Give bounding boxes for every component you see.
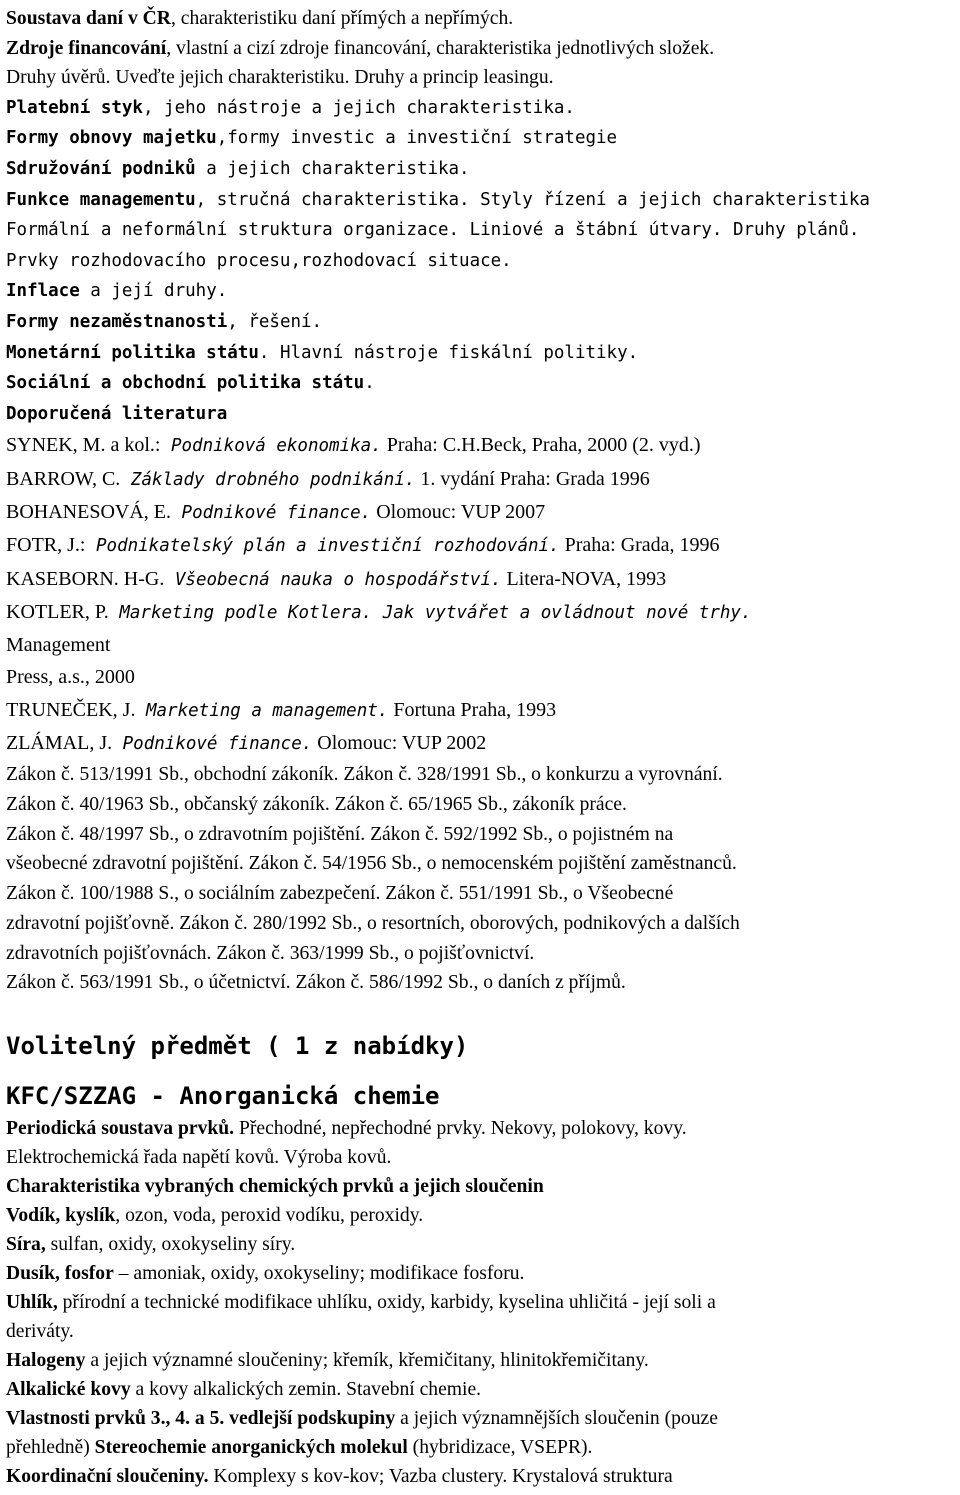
chemistry-line-segment: Stereochemie anorganických molekul	[94, 1436, 408, 1458]
chemistry-line	[6, 1317, 960, 1346]
chemistry-line-segment: a kovy alkalických zemin. Stavební chemie.	[130, 1378, 482, 1400]
reference-line-segment: Fortuna Praha, 1993	[388, 698, 557, 721]
reference-line-segment: Všeobecná nauka o hospodářství.	[164, 569, 502, 590]
reference-line	[6, 463, 960, 496]
chemistry-line	[6, 1462, 960, 1491]
topic-line-segment: Zdroje financování	[6, 37, 167, 59]
chemistry-line	[6, 1143, 960, 1172]
topic-line	[6, 123, 960, 154]
topic-line-segment: Formy nezaměstnanosti	[6, 311, 228, 332]
chemistry-line-segment: Vodík, kyslík	[6, 1204, 116, 1226]
reference-line-segment: Základy drobného podnikání.	[120, 469, 416, 490]
topic-line-segment: Liniové a štábní útvary. Druhy plánů.	[459, 220, 860, 241]
law-line	[6, 879, 960, 909]
reference-line	[6, 529, 960, 562]
chemistry-line-segment: Dusík, fosfor	[6, 1262, 114, 1284]
law-line	[6, 909, 960, 939]
law-line-segment: Zákon č. 40/1963 Sb., občanský zákoník. Zákon č. 65/1965 Sb., zákoník práce.	[6, 793, 627, 815]
topic-line-segment: Formy obnovy majetku	[6, 128, 217, 149]
chemistry-line-segment: Uhlík,	[6, 1291, 58, 1313]
topic-line-segment: Sociální a obchodní politika státu	[6, 373, 365, 394]
chemistry-line	[6, 1288, 960, 1317]
topic-line	[6, 368, 960, 399]
topic-line-segment: Sdružování podniků	[6, 158, 196, 179]
topic-line	[6, 399, 960, 430]
topic-line-segment: Prvky rozhodovacího procesu,rozhodovací situace.	[6, 250, 512, 271]
topic-line-segment: , charakteristiku daní přímých a nepřímých.	[170, 8, 514, 29]
law-line	[6, 939, 960, 969]
topic-line-segment: , řešení.	[227, 311, 323, 332]
reference-line-segment: KOTLER, P.	[6, 600, 109, 623]
topic-line	[6, 307, 960, 338]
reference-line	[6, 496, 960, 529]
reference-line	[6, 661, 960, 693]
reference-line-segment: Praha: C.H.Beck, Praha, 2000 (2. vyd.)	[381, 434, 701, 457]
topic-line-segment: ,formy investic a investiční strategie	[216, 128, 618, 149]
topic-line-segment: , stručná charakteristika.	[195, 189, 470, 210]
law-line-segment: Zákon č. 48/1997 Sb., o zdravotním pojištění. Zákon č. 592/1992 Sb., o pojistném na	[6, 823, 674, 845]
topic-line	[6, 246, 960, 277]
chemistry-line-segment: Alkalické kovy	[6, 1378, 131, 1400]
chemistry-line-segment: – amoniak, oxidy, oxokyseliny; modifikace fosforu.	[113, 1262, 525, 1284]
topic-line-segment: Styly řízení a jejich charakteristika	[469, 189, 870, 210]
law-line	[6, 849, 960, 879]
topic-line	[6, 338, 960, 369]
chemistry-line	[6, 1433, 960, 1462]
chemistry-line	[6, 1259, 960, 1288]
law-line-segment: všeobecné zdravotní pojištění. Zákon č. 54/1956 Sb., o nemocenském pojištění zaměstnanců.	[6, 853, 737, 875]
chemistry-line-segment: Halogeny	[6, 1349, 86, 1371]
reference-line-segment: TRUNEČEK, J.	[6, 698, 136, 721]
chemistry-line	[6, 1404, 960, 1433]
reference-line-segment: Podnikové finance.	[171, 502, 372, 523]
chemistry-line-segment: a jejich významnějších sloučenin (pouze	[395, 1407, 718, 1429]
topic-line-segment: Druhy úvěrů. Uveďte jejich charakteristiku. Druhy a princip leasingu.	[6, 67, 554, 89]
topic-line	[6, 154, 960, 185]
reference-line-segment: Podnikatelský plán a investiční rozhodování.	[85, 536, 560, 557]
topic-line-segment: Doporučená literatura	[6, 403, 228, 424]
chemistry-line	[6, 1201, 960, 1230]
reference-line-segment: Podniková ekonomika.	[160, 436, 382, 457]
law-line-segment: Zákon č. 563/1991 Sb., o účetnictví. Zákon č. 586/1992 Sb., o daních z příjmů.	[6, 972, 626, 994]
spacer	[6, 998, 960, 1028]
topic-line-segment: Funkce managementu	[6, 189, 196, 210]
reference-line-segment: 1. vydání Praha: Grada 1996	[415, 467, 650, 490]
topic-line-segment: a její druhy.	[79, 281, 228, 302]
topic-line-segment: Monetární politika státu	[6, 342, 259, 363]
law-line	[6, 820, 960, 850]
chemistry-topics-list	[6, 1114, 960, 1491]
law-line	[6, 968, 960, 998]
topic-line-segment: , vlastní a cizí zdroje financování, charakteristika jednotlivých složek.	[166, 37, 715, 59]
reference-line-segment: BARROW, C.	[6, 467, 121, 490]
references-list	[6, 429, 960, 760]
reference-line-segment: Press, a.s., 2000	[6, 666, 135, 689]
reference-line-segment: BOHANESOVÁ, E.	[6, 500, 171, 523]
chemistry-line-segment: Koordinační sloučeniny.	[6, 1465, 209, 1487]
chemistry-line-segment: přehledně)	[6, 1436, 95, 1458]
reference-line-segment: Management	[6, 634, 111, 657]
chemistry-line-segment: (hybridizace, VSEPR).	[407, 1436, 593, 1458]
reference-line-segment: KASEBORN. H-G.	[6, 567, 165, 590]
law-line	[6, 760, 960, 790]
chemistry-line-segment: Přechodné, nepřechodné prvky. Nekovy, polokovy, kovy.	[234, 1117, 687, 1139]
reference-line-segment: Olomouc: VUP 2007	[371, 500, 546, 523]
topic-line	[6, 4, 960, 34]
topic-line-segment: , jeho nástroje a jejich charakteristika.	[142, 97, 575, 118]
reference-line	[6, 596, 960, 629]
exam-topics-list	[6, 4, 960, 429]
reference-line-segment: Podnikové finance.	[112, 733, 313, 754]
chemistry-line-segment: sulfan, oxidy, oxokyseliny síry.	[45, 1233, 296, 1255]
law-line-segment: Zákon č. 513/1991 Sb., obchodní zákoník. Zákon č. 328/1991 Sb., o konkurzu a vyrovnání.	[6, 764, 723, 786]
chemistry-line-segment: Síra,	[6, 1233, 46, 1255]
reference-line-segment: Marketing podle Kotlera. Jak vytvářet a ovládnout nové trhy.	[108, 602, 752, 623]
reference-line-segment: Praha: Grada, 1996	[559, 534, 720, 557]
law-line-segment: Zákon č. 100/1988 S., o sociálním zabezpečení. Zákon č. 551/1991 Sb., o Všeobecné	[6, 883, 674, 905]
topic-line-segment: Soustava daní v ČR	[6, 8, 171, 29]
topic-line	[6, 185, 960, 216]
reference-line	[6, 429, 960, 462]
topic-line-segment: .	[364, 373, 375, 394]
reference-line-segment: SYNEK, M. a kol.:	[6, 434, 161, 457]
law-line-segment: zdravotní pojišťovně. Zákon č. 280/1992 Sb., o resortních, oborových, podnikových a dalších	[6, 912, 740, 934]
laws-list	[6, 760, 960, 998]
reference-line-segment: Olomouc: VUP 2002	[312, 731, 487, 754]
topic-line	[6, 63, 960, 93]
topic-line	[6, 276, 960, 307]
topic-line	[6, 34, 960, 64]
reference-line-segment: Litera-NOVA, 1993	[501, 567, 667, 590]
reference-line-segment: ZLÁMAL, J.	[6, 731, 113, 754]
chemistry-line-segment: , ozon, voda, peroxid vodíku, peroxidy.	[115, 1204, 424, 1226]
chemistry-line	[6, 1346, 960, 1375]
law-line	[6, 790, 960, 820]
chemistry-line	[6, 1375, 960, 1404]
chemistry-line-segment: Elektrochemická řada napětí kovů. Výroba kovů.	[6, 1146, 392, 1168]
reference-line	[6, 694, 960, 727]
topic-line-segment: Platební styk	[6, 97, 143, 118]
topic-line	[6, 215, 960, 246]
chemistry-line-segment: Komplexy s kov-kov; Vazba clustery. Krystalová struktura	[208, 1465, 673, 1487]
reference-line	[6, 563, 960, 596]
reference-line-segment: FOTR, J.:	[6, 534, 86, 557]
topic-line-segment: . Hlavní nástroje fiskální politiky.	[258, 342, 639, 363]
chemistry-line-segment: přírodní a technické modifikace uhlíku, oxidy, karbidy, kyselina uhličitá - její soli a	[57, 1291, 716, 1313]
chemistry-line-segment: deriváty.	[6, 1320, 74, 1342]
topic-line-segment: a jejich charakteristika.	[195, 158, 470, 179]
topic-line	[6, 93, 960, 124]
law-line-segment: zdravotních pojišťovnách. Zákon č. 363/1999 Sb., o pojišťovnictví.	[6, 942, 535, 964]
chemistry-line-segment: a jejich významné sloučeniny; křemík, křemičitany, hlinitokřemičitany.	[85, 1349, 649, 1371]
topic-line-segment: Inflace	[6, 281, 80, 302]
chemistry-line-segment: Charakteristika vybraných chemických prvků a jejich sloučenin	[6, 1175, 544, 1197]
reference-line	[6, 727, 960, 760]
elective-heading: Volitelný předmět ( 1 z nabídky)	[6, 1031, 469, 1060]
topic-line-segment: Formální a neformální struktura organizace.	[6, 220, 460, 241]
reference-line	[6, 629, 960, 661]
chemistry-line-segment: Vlastnosti prvků 3., 4. a 5. vedlejší podskupiny	[6, 1407, 396, 1429]
chemistry-line-segment: Periodická soustava prvků.	[6, 1117, 235, 1139]
spacer	[6, 1064, 960, 1078]
course-heading: KFC/SZZAG - Anorganická chemie	[6, 1081, 440, 1110]
reference-line-segment: Marketing a management.	[135, 700, 389, 721]
chemistry-line	[6, 1114, 960, 1143]
chemistry-line	[6, 1230, 960, 1259]
chemistry-line	[6, 1172, 960, 1201]
